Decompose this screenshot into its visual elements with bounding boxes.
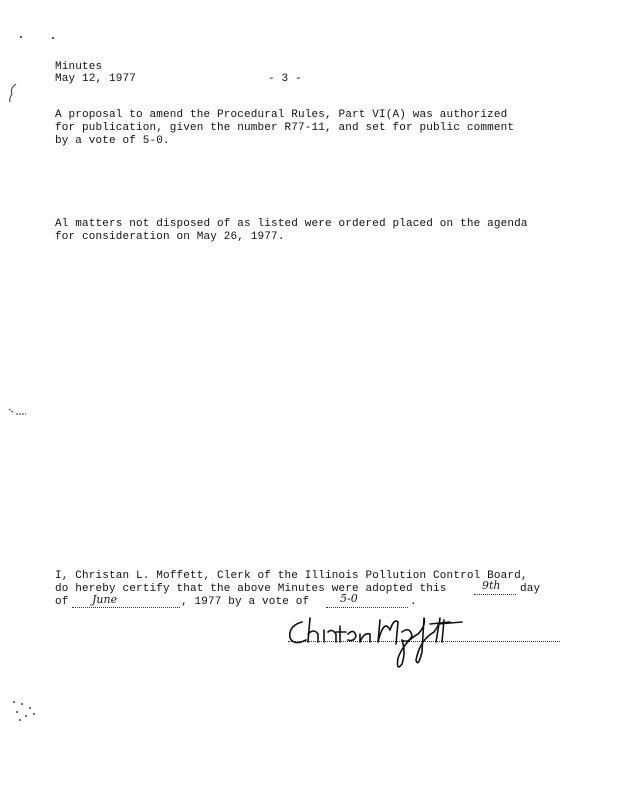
certification-line-2b: day bbox=[520, 583, 541, 595]
paragraph-2-line-1: Al matters not disposed of as listed were ordered placed on the agenda bbox=[55, 218, 528, 230]
certification-line-3b: , 1977 by a vote of bbox=[181, 596, 310, 608]
certification-line-1: I, Christan L. Moffett, Clerk of the Illinois Pollution Control Board, bbox=[55, 570, 528, 582]
scan-mark bbox=[8, 407, 28, 417]
certification-line-3c: . bbox=[410, 596, 417, 608]
paragraph-1-line-2: for publication, given the number R77-11, and set for public comment bbox=[55, 122, 515, 134]
vote-value: 5-0 bbox=[340, 592, 358, 605]
vote-blank bbox=[326, 607, 408, 608]
certification-line-3a: of bbox=[55, 596, 69, 608]
scan-speck bbox=[52, 37, 54, 39]
day-blank bbox=[474, 594, 516, 595]
certification-line-2a: do hereby certify that the above Minutes were adopted this bbox=[55, 583, 447, 595]
paragraph-1-line-3: by a vote of 5-0. bbox=[55, 135, 170, 147]
page-number: - 3 - bbox=[268, 73, 302, 85]
paragraph-1-line-1: A proposal to amend the Procedural Rules, Part VI(A) was authorized bbox=[55, 109, 508, 121]
scan-speck bbox=[20, 36, 22, 38]
month-value: June bbox=[92, 593, 118, 606]
doc-date: May 12, 1977 bbox=[55, 73, 137, 85]
doc-title: Minutes bbox=[55, 61, 103, 73]
day-value: 9th bbox=[482, 579, 501, 592]
scan-mark bbox=[6, 82, 20, 104]
month-blank bbox=[72, 607, 180, 608]
scan-mark bbox=[10, 698, 38, 724]
signature bbox=[284, 612, 484, 674]
paragraph-2-line-2: for consideration on May 26, 1977. bbox=[55, 231, 285, 243]
